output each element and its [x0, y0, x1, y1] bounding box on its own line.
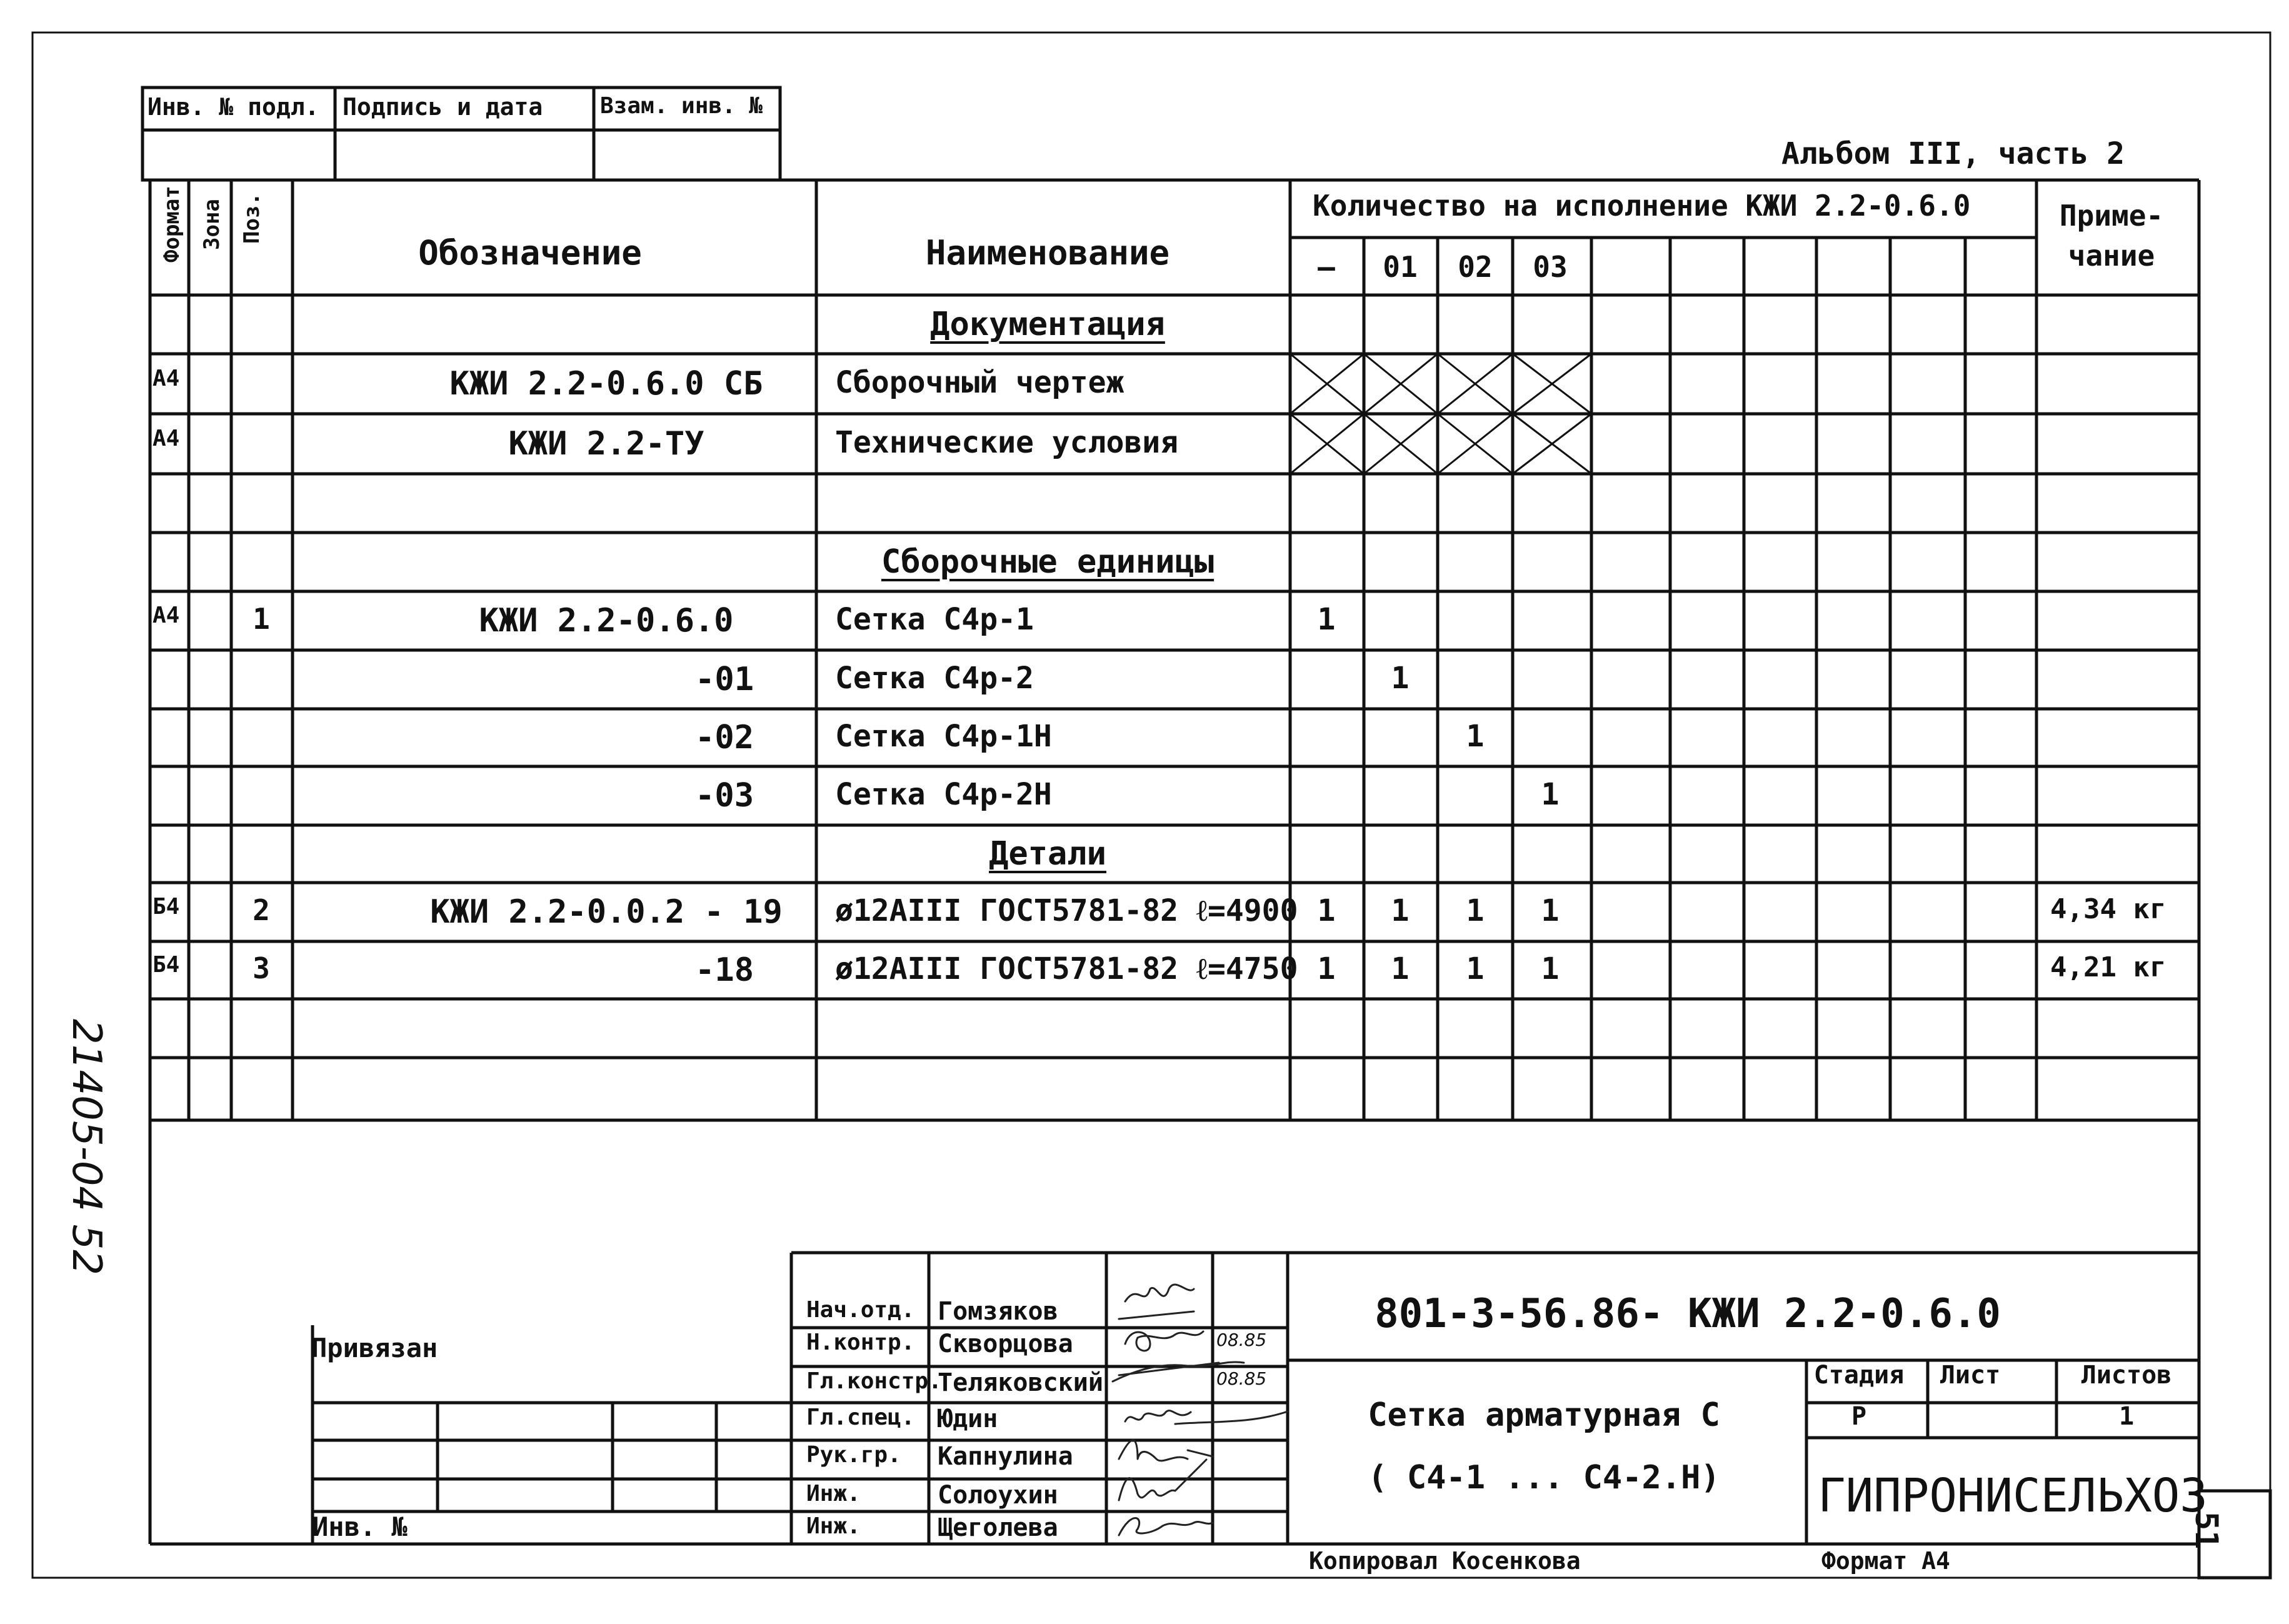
row-naimenovanie: Сетка С4р-1Н: [835, 719, 1052, 754]
album-label: Альбом III, часть 2: [1781, 136, 2125, 171]
format-note: Формат А4: [1821, 1547, 1950, 1575]
copied-by: Копировал Косенкова: [1309, 1547, 1581, 1575]
header-naimenovanie: Наименование: [925, 233, 1170, 273]
row-naimenovanie: Технические условия: [835, 425, 1179, 460]
header-kolichestvo: Количество на исполнение КЖИ 2.2-0.6.0: [1313, 189, 1971, 223]
row-qty-2: 1: [1466, 719, 1485, 754]
role-name: Юдин: [938, 1405, 998, 1433]
row-qty-3: 1: [1541, 893, 1560, 928]
row-qty-3: 1: [1541, 951, 1560, 986]
row-qty-1: 1: [1391, 951, 1410, 986]
row-qty-0: 1: [1317, 951, 1336, 986]
section-heading: Документация: [930, 306, 1165, 343]
row-format: А4: [153, 426, 180, 451]
header-primechanie-2: чание: [2068, 239, 2155, 273]
list-label: Лист: [1940, 1361, 2001, 1390]
stadiya-value: Р: [1851, 1402, 1867, 1431]
row-naimenovanie: Сетка С4р-1: [835, 602, 1034, 637]
signature-4: [1125, 1411, 1288, 1424]
role-label: Рук.гр.: [806, 1442, 901, 1468]
row-oboznachenie: -01: [695, 661, 754, 698]
listov-label: Листов: [2081, 1361, 2172, 1390]
role-label: Нач.отд.: [806, 1297, 915, 1323]
title-line-1: Сетка арматурная С: [1368, 1396, 1720, 1434]
signature-7: [1119, 1518, 1213, 1536]
header-zona: Зона: [199, 199, 224, 250]
row-naimenovanie: ø12АIII ГОСТ5781-82 ℓ=4900: [835, 893, 1298, 928]
role-label: Н.контр.: [806, 1330, 915, 1355]
row-qty-1: 1: [1391, 661, 1410, 696]
row-format: А4: [153, 366, 180, 391]
variant-0: –: [1318, 250, 1335, 284]
role-name: Капнулина: [938, 1442, 1073, 1471]
role-date: 08.85: [1216, 1330, 1267, 1350]
organization: ГИПРОНИСЕЛЬХОЗ: [1818, 1469, 2208, 1523]
designation: 801-3-56.86- КЖИ 2.2-0.6.0: [1375, 1291, 2001, 1337]
role-name: Теляковский: [938, 1368, 1103, 1397]
row-naimenovanie: Сборочный чертеж: [835, 365, 1124, 400]
role-label: Гл.констр.: [806, 1368, 942, 1394]
row-oboznachenie: КЖИ 2.2-0.6.0: [479, 602, 734, 639]
variant-2: 02: [1458, 250, 1493, 284]
role-name: Скворцова: [938, 1330, 1073, 1358]
row-note: 4,21 кг: [2050, 951, 2166, 983]
page-number: 51: [2188, 1511, 2225, 1550]
header-poz: Поз.: [239, 193, 264, 244]
signature-2: [1125, 1331, 1203, 1351]
row-naimenovanie: Сетка С4р-2: [835, 661, 1034, 696]
section-heading: Детали: [989, 835, 1106, 873]
row-qty-2: 1: [1466, 951, 1485, 986]
role-name: Гомзяков: [938, 1297, 1058, 1326]
row-oboznachenie: КЖИ 2.2-0.6.0 СБ: [449, 365, 763, 403]
row-format: А4: [153, 603, 180, 628]
header-primechanie-1: Приме-: [2059, 199, 2164, 233]
inv-no-label: Инв. №: [313, 1511, 408, 1542]
role-label: Инж.: [806, 1513, 861, 1539]
row-oboznachenie: -02: [695, 719, 754, 756]
header-format: Формат: [159, 186, 184, 263]
vzam-inv-label: Взам. инв. №: [600, 93, 763, 119]
row-note: 4,34 кг: [2050, 893, 2166, 925]
stadiya-label: Стадия: [1813, 1361, 1905, 1390]
podpis-data-label: Подпись и дата: [343, 93, 543, 121]
row-qty-1: 1: [1391, 893, 1410, 928]
section-heading: Сборочные единицы: [881, 543, 1215, 581]
signature-3: [1113, 1362, 1244, 1381]
row-qty-0: 1: [1317, 893, 1336, 928]
row-naimenovanie: ø12АIII ГОСТ5781-82 ℓ=4750: [835, 951, 1298, 986]
row-naimenovanie: Сетка С4р-2Н: [835, 777, 1052, 812]
row-format: Б4: [153, 952, 180, 978]
row-format: Б4: [153, 894, 180, 920]
variant-1: 01: [1383, 250, 1418, 284]
privyazan-label: Привязан: [311, 1333, 438, 1363]
row-poz: 2: [253, 893, 270, 927]
title-line-2: ( С4-1 ... С4-2.Н): [1368, 1459, 1720, 1496]
role-date: 08.85: [1216, 1368, 1267, 1389]
row-qty-3: 1: [1541, 777, 1560, 812]
inv-podl-label: Инв. № подл.: [148, 93, 319, 121]
signature-1: [1119, 1285, 1194, 1319]
listov-value: 1: [2118, 1402, 2135, 1431]
role-label: Инж.: [806, 1481, 861, 1506]
row-oboznachenie: КЖИ 2.2-0.0.2 - 19: [430, 893, 783, 931]
role-name: Щеголева: [938, 1513, 1058, 1542]
row-oboznachenie: -03: [695, 777, 754, 815]
row-qty-2: 1: [1466, 893, 1485, 928]
row-oboznachenie: -18: [695, 951, 754, 989]
role-label: Гл.спец.: [806, 1405, 915, 1430]
side-number: 21405-04 52: [63, 1019, 109, 1275]
variant-3: 03: [1533, 250, 1568, 284]
row-poz: 1: [253, 602, 270, 636]
row-qty-0: 1: [1317, 602, 1336, 637]
role-name: Солоухин: [938, 1481, 1058, 1510]
row-oboznachenie: КЖИ 2.2-ТУ: [508, 425, 704, 463]
signature-5: [1119, 1440, 1213, 1461]
row-poz: 3: [253, 951, 270, 985]
header-oboznachenie: Обозначение: [418, 233, 642, 273]
signature-6: [1119, 1460, 1206, 1500]
